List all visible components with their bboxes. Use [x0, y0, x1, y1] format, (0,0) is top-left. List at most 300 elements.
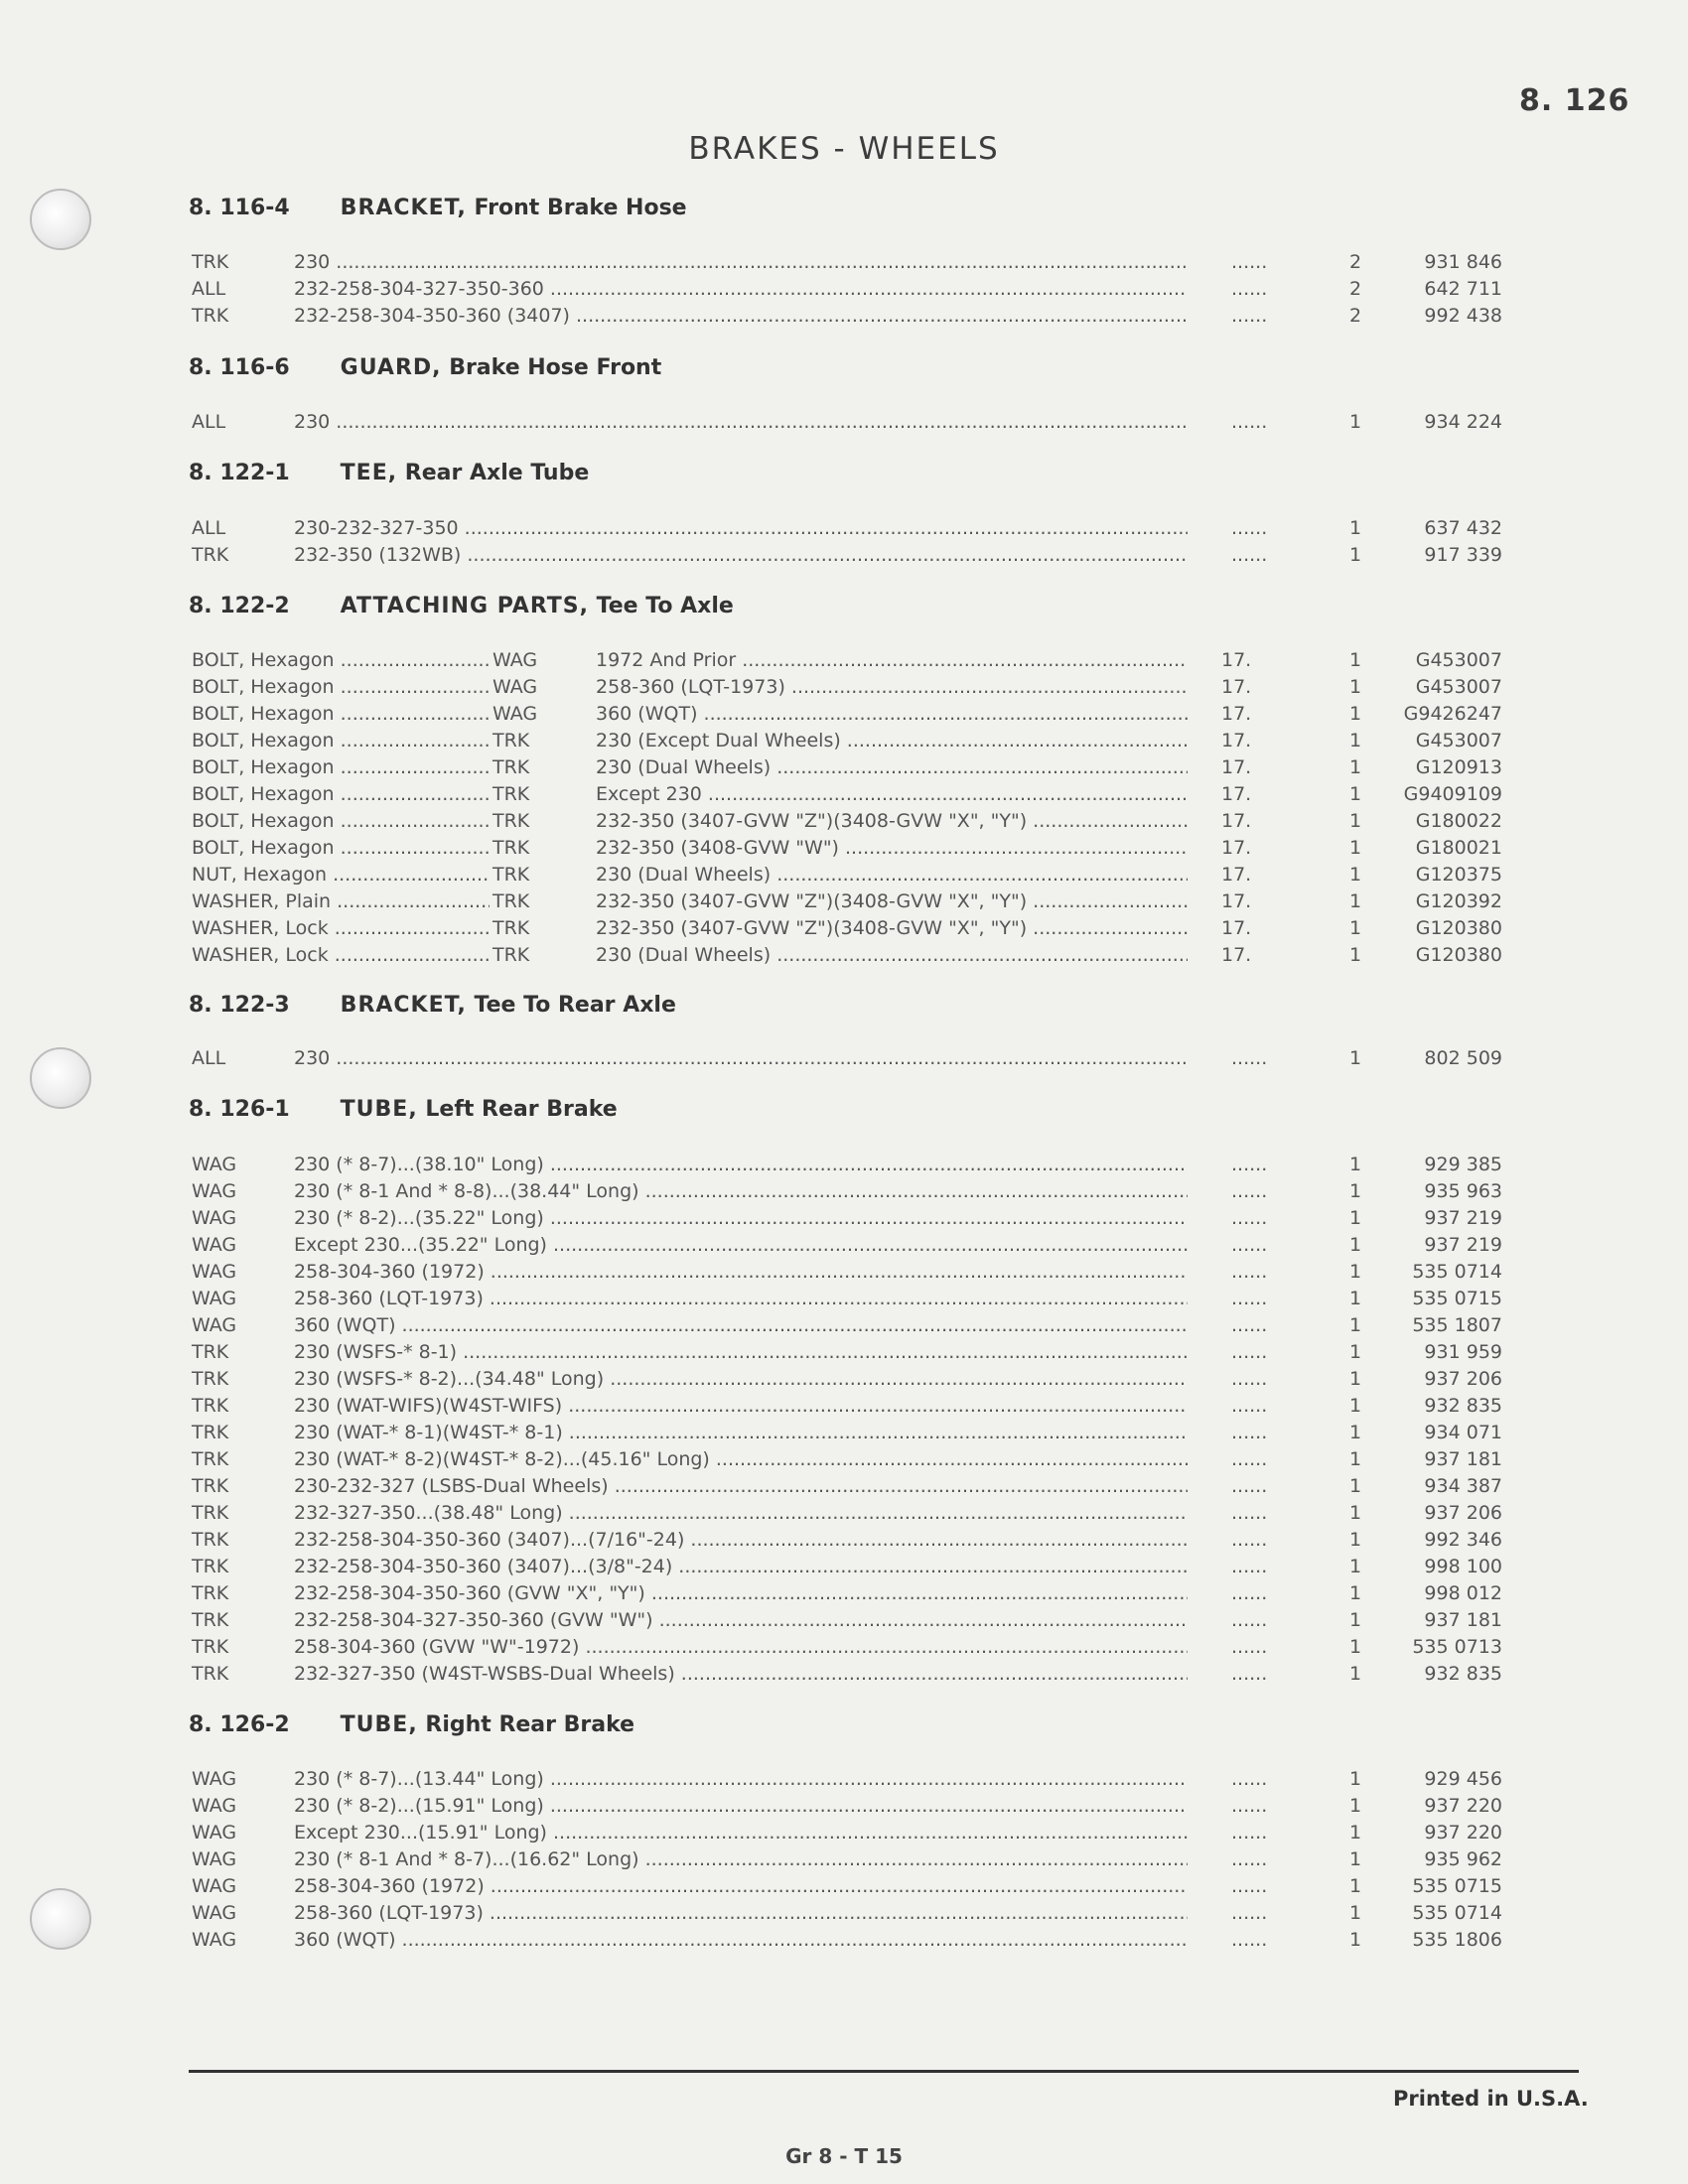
model-cell: WAG — [192, 1314, 237, 1336]
section-number: 8. 116-6 — [189, 355, 290, 380]
quantity-cell: 1 — [1348, 1180, 1362, 1202]
parts-row — [0, 249, 1688, 276]
reference-cell: ...... — [1231, 1288, 1268, 1309]
reference-cell: 17. — [1221, 837, 1252, 859]
quantity-cell: 1 — [1348, 944, 1362, 966]
description-cell: 232-350 (3407-GVW "Z")(3408-GVW "X", "Y") ..... — [596, 888, 1188, 915]
quantity-cell: 1 — [1348, 1929, 1362, 1951]
part-number-cell: 935 963 — [1424, 1180, 1502, 1202]
model-cell: TRK — [492, 756, 530, 778]
parts-row — [0, 1500, 1688, 1527]
parts-row — [0, 1393, 1688, 1420]
quantity-cell: 1 — [1348, 1395, 1362, 1417]
description-cell: 232-327-350 (W4ST-WSBS-Dual Wheels) ..... — [294, 1661, 1188, 1688]
parts-row — [0, 1661, 1688, 1688]
section-heading — [189, 461, 589, 485]
parts-row — [0, 1927, 1688, 1954]
part-number-cell: 917 339 — [1424, 544, 1502, 566]
description-cell: 230 (* 8-1 And * 8-8)...(38.44" Long) ..... — [294, 1178, 1188, 1205]
section-heading — [189, 993, 676, 1018]
reference-cell: 17. — [1221, 890, 1252, 912]
model-cell: TRK — [192, 1502, 229, 1524]
part-number-cell: 929 456 — [1424, 1768, 1502, 1790]
reference-cell: ...... — [1231, 1395, 1268, 1417]
parts-row — [0, 1607, 1688, 1634]
parts-row — [0, 276, 1688, 303]
description-cell: 232-327-350...(38.48" Long) ..... — [294, 1500, 1188, 1527]
parts-row — [0, 1259, 1688, 1286]
parts-row — [0, 1420, 1688, 1446]
quantity-cell: 1 — [1348, 1822, 1362, 1843]
model-cell: WAG — [192, 1768, 237, 1790]
quantity-cell: 1 — [1348, 1848, 1362, 1870]
section-name: BRACKET, — [340, 993, 467, 1018]
quantity-cell: 1 — [1348, 1207, 1362, 1229]
attaching-part-row — [0, 862, 1688, 888]
quantity-cell: 1 — [1348, 1368, 1362, 1390]
quantity-cell: 1 — [1348, 1502, 1362, 1524]
description-cell: 230 (* 8-2)...(35.22" Long) ..... — [294, 1205, 1188, 1232]
model-cell: WAG — [192, 1929, 237, 1951]
parts-row — [0, 1820, 1688, 1846]
model-cell: WAG — [192, 1207, 237, 1229]
page-title: BRAKES - WHEELS — [688, 131, 1000, 167]
description-cell: 232-258-304-327-350-360 (GVW "W") ..... — [294, 1607, 1188, 1634]
quantity-cell: 2 — [1348, 251, 1362, 273]
quantity-cell: 1 — [1348, 1154, 1362, 1175]
part-number-cell: G180021 — [1415, 837, 1502, 859]
part-name-cell: BOLT, Hexagon ..... — [192, 835, 490, 862]
reference-cell: ...... — [1231, 1207, 1268, 1229]
reference-cell: ...... — [1231, 1368, 1268, 1390]
section-description: Tee To Axle — [596, 594, 734, 618]
attaching-part-row — [0, 808, 1688, 835]
part-number-cell: 937 219 — [1424, 1207, 1502, 1229]
model-cell: TRK — [492, 864, 530, 886]
part-number-cell: 535 0715 — [1412, 1875, 1502, 1897]
description-cell: 232-258-304-327-350-360 ..... — [294, 276, 1188, 303]
attaching-part-row — [0, 647, 1688, 674]
quantity-cell: 1 — [1348, 1875, 1362, 1897]
parts-row — [0, 1473, 1688, 1500]
reference-cell: 17. — [1221, 703, 1252, 725]
part-number-cell: 931 959 — [1424, 1341, 1502, 1363]
description-cell: 258-360 (LQT-1973) ..... — [596, 674, 1188, 701]
model-cell: TRK — [492, 783, 530, 805]
reference-cell: ...... — [1231, 305, 1268, 327]
description-cell: 232-350 (3407-GVW "Z")(3408-GVW "X", "Y") ..... — [596, 808, 1188, 835]
quantity-cell: 1 — [1348, 1448, 1362, 1470]
description-cell: 230 ..... — [294, 409, 1188, 436]
parts-row — [0, 542, 1688, 569]
section-description: Right Rear Brake — [425, 1712, 635, 1737]
model-cell: WAG — [492, 703, 538, 725]
parts-row — [0, 1446, 1688, 1473]
quantity-cell: 1 — [1348, 1288, 1362, 1309]
quantity-cell: 1 — [1348, 411, 1362, 433]
quantity-cell: 1 — [1348, 703, 1362, 725]
part-number-cell: 937 181 — [1424, 1609, 1502, 1631]
quantity-cell: 1 — [1348, 1314, 1362, 1336]
attaching-part-row — [0, 701, 1688, 728]
part-number-cell: 998 100 — [1424, 1556, 1502, 1577]
quantity-cell: 1 — [1348, 517, 1362, 539]
part-name-cell: WASHER, Plain ..... — [192, 888, 490, 915]
parts-row — [0, 1339, 1688, 1366]
model-cell: TRK — [492, 837, 530, 859]
model-cell: TRK — [492, 730, 530, 751]
quantity-cell: 1 — [1348, 1341, 1362, 1363]
part-number-cell: G453007 — [1415, 649, 1502, 671]
reference-cell: ...... — [1231, 1047, 1268, 1069]
reference-cell: ...... — [1231, 1609, 1268, 1631]
quantity-cell: 1 — [1348, 1768, 1362, 1790]
parts-row — [0, 515, 1688, 542]
description-cell: 230 (WAT-WIFS)(W4ST-WIFS) ..... — [294, 1393, 1188, 1420]
section-heading — [189, 1712, 634, 1737]
reference-cell: 17. — [1221, 783, 1252, 805]
quantity-cell: 1 — [1348, 1529, 1362, 1551]
model-cell: TRK — [192, 1475, 229, 1497]
description-cell: 230 (Dual Wheels) ..... — [596, 754, 1188, 781]
model-cell: TRK — [192, 1341, 229, 1363]
model-cell: TRK — [492, 944, 530, 966]
part-number-cell: 992 346 — [1424, 1529, 1502, 1551]
section-number: 8. 126-1 — [189, 1097, 290, 1122]
parts-row — [0, 1846, 1688, 1873]
parts-row — [0, 1554, 1688, 1580]
part-number-cell: 535 0715 — [1412, 1288, 1502, 1309]
description-cell: 230-232-327-350 ..... — [294, 515, 1188, 542]
section-description: Rear Axle Tube — [404, 461, 590, 485]
part-number-cell: 535 1806 — [1412, 1929, 1502, 1951]
section-heading — [189, 1097, 618, 1122]
part-name-cell: BOLT, Hexagon ..... — [192, 674, 490, 701]
reference-cell: ...... — [1231, 1341, 1268, 1363]
parts-row — [0, 1873, 1688, 1900]
model-cell: WAG — [192, 1822, 237, 1843]
part-number-cell: 937 181 — [1424, 1448, 1502, 1470]
reference-cell: ...... — [1231, 1902, 1268, 1924]
parts-row — [0, 303, 1688, 330]
model-cell: WAG — [192, 1875, 237, 1897]
quantity-cell: 1 — [1348, 649, 1362, 671]
reference-cell: ...... — [1231, 517, 1268, 539]
section-number: 8. 126-2 — [189, 1712, 290, 1737]
quantity-cell: 1 — [1348, 1902, 1362, 1924]
part-number-cell: 937 220 — [1424, 1822, 1502, 1843]
quantity-cell: 1 — [1348, 1475, 1362, 1497]
reference-cell: ...... — [1231, 1314, 1268, 1336]
description-cell: 258-360 (LQT-1973) ..... — [294, 1286, 1188, 1312]
description-cell: 230 (Except Dual Wheels) ..... — [596, 728, 1188, 754]
part-name-cell: BOLT, Hexagon ..... — [192, 808, 490, 835]
quantity-cell: 1 — [1348, 1663, 1362, 1685]
reference-cell: ...... — [1231, 544, 1268, 566]
reference-cell: 17. — [1221, 864, 1252, 886]
quantity-cell: 1 — [1348, 810, 1362, 832]
parts-row — [0, 1205, 1688, 1232]
parts-row — [0, 1580, 1688, 1607]
description-cell: 232-258-304-350-360 (3407)...(7/16"-24) ..... — [294, 1527, 1188, 1554]
reference-cell: ...... — [1231, 1822, 1268, 1843]
part-number-cell: 535 0714 — [1412, 1902, 1502, 1924]
quantity-cell: 1 — [1348, 783, 1362, 805]
quantity-cell: 1 — [1348, 1261, 1362, 1283]
part-number-cell: 934 071 — [1424, 1422, 1502, 1443]
attaching-part-row — [0, 674, 1688, 701]
attaching-part-row — [0, 942, 1688, 969]
model-cell: WAG — [192, 1261, 237, 1283]
model-cell: TRK — [192, 1448, 229, 1470]
description-cell: 230 ..... — [294, 1045, 1188, 1072]
description-cell: 232-350 (132WB) ..... — [294, 542, 1188, 569]
model-cell: ALL — [192, 517, 226, 539]
reference-cell: ...... — [1231, 1795, 1268, 1817]
description-cell: 230 (WSFS-* 8-2)...(34.48" Long) ..... — [294, 1366, 1188, 1393]
model-cell: WAG — [192, 1902, 237, 1924]
model-cell: WAG — [192, 1848, 237, 1870]
part-number-cell: 535 0713 — [1412, 1636, 1502, 1658]
model-cell: TRK — [192, 544, 229, 566]
part-number-cell: 535 0714 — [1412, 1261, 1502, 1283]
part-number-cell: 934 224 — [1424, 411, 1502, 433]
description-cell: 232-350 (3408-GVW "W") ..... — [596, 835, 1188, 862]
model-cell: TRK — [192, 1422, 229, 1443]
section-number: 8. 122-3 — [189, 993, 290, 1018]
description-cell: 258-304-360 (1972) ..... — [294, 1259, 1188, 1286]
part-number-cell: 931 846 — [1424, 251, 1502, 273]
description-cell: 232-258-304-350-360 (GVW "X", "Y") ..... — [294, 1580, 1188, 1607]
reference-cell: 17. — [1221, 730, 1252, 751]
description-cell: 232-350 (3407-GVW "Z")(3408-GVW "X", "Y") ..... — [596, 915, 1188, 942]
model-cell: TRK — [492, 890, 530, 912]
description-cell: 258-360 (LQT-1973) ..... — [294, 1900, 1188, 1927]
model-cell: TRK — [192, 1529, 229, 1551]
quantity-cell: 1 — [1348, 890, 1362, 912]
part-number-cell: 535 1807 — [1412, 1314, 1502, 1336]
description-cell: Except 230 ..... — [596, 781, 1188, 808]
reference-cell: ...... — [1231, 1875, 1268, 1897]
description-cell: 230-232-327 (LSBS-Dual Wheels) ..... — [294, 1473, 1188, 1500]
description-cell: 232-258-304-350-360 (3407) ..... — [294, 303, 1188, 330]
part-number-cell: 937 206 — [1424, 1368, 1502, 1390]
part-number-cell: 637 432 — [1424, 517, 1502, 539]
reference-cell: 17. — [1221, 676, 1252, 698]
part-number-cell: 937 220 — [1424, 1795, 1502, 1817]
quantity-cell: 1 — [1348, 1047, 1362, 1069]
part-number-cell: G120913 — [1415, 756, 1502, 778]
part-number-cell: G120375 — [1415, 864, 1502, 886]
part-number-cell: 937 219 — [1424, 1234, 1502, 1256]
part-name-cell: WASHER, Lock ..... — [192, 915, 490, 942]
part-name-cell: WASHER, Lock ..... — [192, 942, 490, 969]
description-cell: Except 230...(15.91" Long) ..... — [294, 1820, 1188, 1846]
reference-cell: ...... — [1231, 1475, 1268, 1497]
description-cell: 1972 And Prior ..... — [596, 647, 1188, 674]
section-heading — [189, 196, 687, 220]
model-cell: TRK — [192, 251, 229, 273]
part-number-cell: 998 012 — [1424, 1582, 1502, 1604]
part-name-cell: NUT, Hexagon ..... — [192, 862, 490, 888]
section-name: ATTACHING PARTS, — [340, 594, 589, 618]
part-name-cell: BOLT, Hexagon ..... — [192, 781, 490, 808]
part-number-cell: 935 962 — [1424, 1848, 1502, 1870]
attaching-part-row — [0, 781, 1688, 808]
reference-cell: 17. — [1221, 649, 1252, 671]
description-cell: 230 (Dual Wheels) ..... — [596, 862, 1188, 888]
quantity-cell: 1 — [1348, 756, 1362, 778]
part-number-cell: G453007 — [1415, 676, 1502, 698]
parts-row — [0, 1766, 1688, 1793]
model-cell: TRK — [192, 1663, 229, 1685]
parts-row — [0, 1286, 1688, 1312]
reference-cell: ...... — [1231, 1636, 1268, 1658]
parts-row — [0, 1045, 1688, 1072]
reference-cell: ...... — [1231, 1180, 1268, 1202]
description-cell: 230 (* 8-7)...(38.10" Long) ..... — [294, 1152, 1188, 1178]
printed-in-label: Printed in U.S.A. — [1393, 2087, 1589, 2111]
quantity-cell: 1 — [1348, 1582, 1362, 1604]
part-name-cell: BOLT, Hexagon ..... — [192, 728, 490, 754]
description-cell: 230 (WAT-* 8-2)(W4ST-* 8-2)...(45.16" Long) ..... — [294, 1446, 1188, 1473]
model-cell: ALL — [192, 411, 226, 433]
quantity-cell: 1 — [1348, 1795, 1362, 1817]
page-number: 8. 126 — [1519, 83, 1630, 118]
group-label: Gr 8 - T 15 — [785, 2144, 903, 2168]
quantity-cell: 2 — [1348, 278, 1362, 300]
part-number-cell: G453007 — [1415, 730, 1502, 751]
model-cell: WAG — [492, 649, 538, 671]
description-cell: 230 (Dual Wheels) ..... — [596, 942, 1188, 969]
part-number-cell: G120380 — [1415, 944, 1502, 966]
section-description: Front Brake Hose — [474, 196, 687, 220]
reference-cell: ...... — [1231, 1929, 1268, 1951]
model-cell: TRK — [492, 810, 530, 832]
part-number-cell: 932 835 — [1424, 1395, 1502, 1417]
reference-cell: 17. — [1221, 756, 1252, 778]
section-name: GUARD, — [340, 355, 442, 380]
attaching-part-row — [0, 835, 1688, 862]
part-number-cell: G120392 — [1415, 890, 1502, 912]
description-cell: Except 230...(35.22" Long) ..... — [294, 1232, 1188, 1259]
quantity-cell: 2 — [1348, 305, 1362, 327]
quantity-cell: 1 — [1348, 1422, 1362, 1443]
model-cell: TRK — [192, 1636, 229, 1658]
part-name-cell: BOLT, Hexagon ..... — [192, 754, 490, 781]
reference-cell: 17. — [1221, 810, 1252, 832]
model-cell: ALL — [192, 1047, 226, 1069]
quantity-cell: 1 — [1348, 1556, 1362, 1577]
part-name-cell: BOLT, Hexagon ..... — [192, 701, 490, 728]
reference-cell: ...... — [1231, 1502, 1268, 1524]
section-heading — [189, 594, 734, 618]
parts-row — [0, 1232, 1688, 1259]
reference-cell: ...... — [1231, 1848, 1268, 1870]
quantity-cell: 1 — [1348, 730, 1362, 751]
part-number-cell: 802 509 — [1424, 1047, 1502, 1069]
part-number-cell: 932 835 — [1424, 1663, 1502, 1685]
part-name-cell: BOLT, Hexagon ..... — [192, 647, 490, 674]
description-cell: 230 ..... — [294, 249, 1188, 276]
reference-cell: ...... — [1231, 1768, 1268, 1790]
section-name: TUBE, — [340, 1712, 418, 1737]
reference-cell: ...... — [1231, 1261, 1268, 1283]
attaching-part-row — [0, 888, 1688, 915]
quantity-cell: 1 — [1348, 837, 1362, 859]
description-cell: 230 (* 8-2)...(15.91" Long) ..... — [294, 1793, 1188, 1820]
part-number-cell: 642 711 — [1424, 278, 1502, 300]
quantity-cell: 1 — [1348, 676, 1362, 698]
quantity-cell: 1 — [1348, 917, 1362, 939]
footer-rule — [189, 2070, 1579, 2073]
model-cell: TRK — [192, 1582, 229, 1604]
part-number-cell: G120380 — [1415, 917, 1502, 939]
quantity-cell: 1 — [1348, 1609, 1362, 1631]
description-cell: 232-258-304-350-360 (3407)...(3/8"-24) ..... — [294, 1554, 1188, 1580]
attaching-part-row — [0, 728, 1688, 754]
parts-row — [0, 1312, 1688, 1339]
description-cell: 258-304-360 (1972) ..... — [294, 1873, 1188, 1900]
model-cell: TRK — [192, 305, 229, 327]
part-number-cell: G9426247 — [1403, 703, 1502, 725]
part-number-cell: G9409109 — [1403, 783, 1502, 805]
model-cell: TRK — [192, 1368, 229, 1390]
quantity-cell: 1 — [1348, 864, 1362, 886]
part-number-cell: 929 385 — [1424, 1154, 1502, 1175]
model-cell: WAG — [192, 1154, 237, 1175]
model-cell: TRK — [192, 1556, 229, 1577]
reference-cell: ...... — [1231, 411, 1268, 433]
model-cell: ALL — [192, 278, 226, 300]
part-number-cell: 934 387 — [1424, 1475, 1502, 1497]
section-name: BRACKET, — [340, 196, 467, 220]
section-description: Brake Hose Front — [449, 355, 662, 380]
reference-cell: 17. — [1221, 944, 1252, 966]
model-cell: WAG — [192, 1234, 237, 1256]
model-cell: TRK — [192, 1609, 229, 1631]
model-cell: WAG — [192, 1180, 237, 1202]
section-number: 8. 122-1 — [189, 461, 290, 485]
model-cell: WAG — [492, 676, 538, 698]
section-description: Tee To Rear Axle — [474, 993, 676, 1018]
description-cell: 360 (WQT) ..... — [596, 701, 1188, 728]
reference-cell: ...... — [1231, 1448, 1268, 1470]
reference-cell: ...... — [1231, 1154, 1268, 1175]
model-cell: TRK — [192, 1395, 229, 1417]
part-number-cell: 992 438 — [1424, 305, 1502, 327]
reference-cell: ...... — [1231, 278, 1268, 300]
section-name: TEE, — [340, 461, 398, 485]
attaching-part-row — [0, 754, 1688, 781]
description-cell: 360 (WQT) ..... — [294, 1927, 1188, 1954]
section-heading — [189, 355, 661, 380]
parts-row — [0, 1634, 1688, 1661]
description-cell: 230 (WSFS-* 8-1) ..... — [294, 1339, 1188, 1366]
attaching-part-row — [0, 915, 1688, 942]
reference-cell: 17. — [1221, 917, 1252, 939]
description-cell: 230 (* 8-7)...(13.44" Long) ..... — [294, 1766, 1188, 1793]
parts-row — [0, 1178, 1688, 1205]
description-cell: 258-304-360 (GVW "W"-1972) ..... — [294, 1634, 1188, 1661]
quantity-cell: 1 — [1348, 544, 1362, 566]
section-number: 8. 116-4 — [189, 196, 290, 220]
part-number-cell: G180022 — [1415, 810, 1502, 832]
reference-cell: ...... — [1231, 1529, 1268, 1551]
reference-cell: ...... — [1231, 1556, 1268, 1577]
description-cell: 230 (* 8-1 And * 8-7)...(16.62" Long) ..... — [294, 1846, 1188, 1873]
model-cell: TRK — [492, 917, 530, 939]
